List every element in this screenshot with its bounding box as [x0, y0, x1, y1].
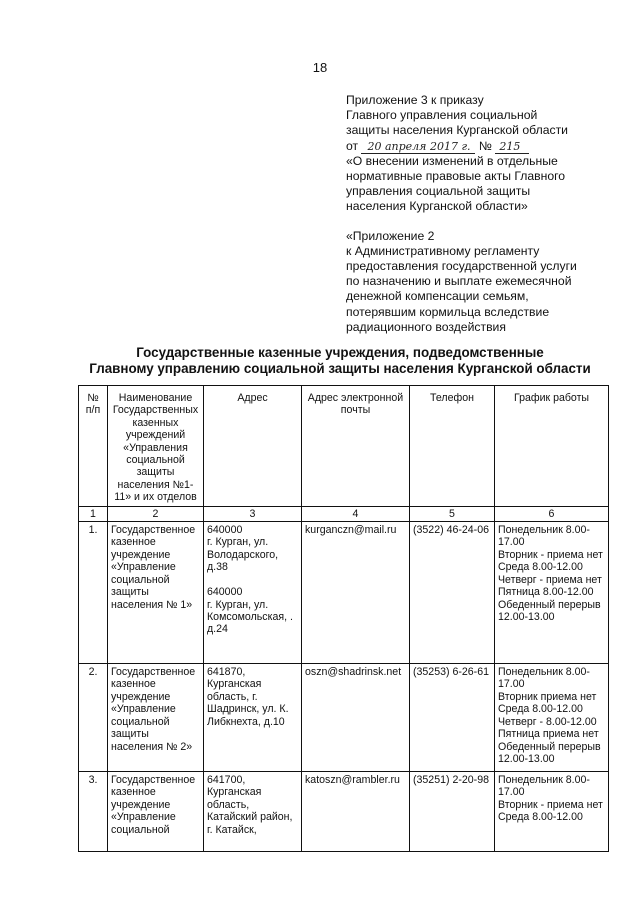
header-email: Адрес электронной почты — [302, 386, 410, 507]
row-address: 641870, Курганская область, г. Шадринск, ул. К. Либкнехта, д.10 — [204, 664, 302, 772]
row-num: 1. — [79, 522, 108, 664]
handwritten-date: 20 апреля 2017 г. — [361, 140, 475, 154]
annex-line: радиационного воздействия — [346, 319, 506, 334]
header-address: Адрес — [204, 386, 302, 507]
row-address: 641700, Курганская область, Катайский район, г. Катайск, — [204, 772, 302, 852]
table-row — [79, 772, 609, 852]
handwritten-number: 215 — [495, 140, 529, 154]
table-row — [79, 522, 609, 664]
column-number: 3 — [204, 506, 302, 521]
appendix-line: защиты населения Курганской области — [346, 123, 568, 138]
page-number: 18 — [312, 60, 328, 75]
row-schedule: Понедельник 8.00-17.00 Вторник приема нет Среда 8.00-12.00 Четверг - 8.00-12.00 Пятница приема нет Обеденный перерыв 12.00-13.00 — [495, 664, 609, 772]
row-name: Государственное казенное учреждение «Управление социальной защиты населения № 2» — [108, 664, 204, 772]
appendix-line: «О внесении изменений в отдельные — [346, 153, 558, 168]
institutions-table — [78, 385, 609, 852]
annex-line: по назначению и выплате ежемесячной — [346, 274, 572, 289]
number-label: № — [478, 138, 492, 153]
annex-line: денежной компенсации семьям, — [346, 289, 529, 304]
document-title — [80, 345, 600, 377]
table-header-row — [79, 386, 609, 507]
column-number: 1 — [79, 506, 108, 521]
appendix-line: нормативные правовые акты Главного — [346, 169, 566, 184]
header-name: Наименование Государственных казенных учреждений «Управления социальной защиты населения №1-11» и их отделов — [108, 386, 204, 507]
appendix-line: населения Курганской области» — [346, 199, 528, 214]
annex-line: «Приложение 2 — [346, 228, 435, 243]
row-phone: (3522) 46-24-06 — [410, 522, 495, 664]
appendix-header — [346, 93, 626, 335]
appendix-line: Главного управления социальной — [346, 108, 538, 123]
column-number: 4 — [302, 506, 410, 521]
row-email: oszn@shadrinsk.net — [302, 664, 410, 772]
row-phone: (35253) 6-26-61 — [410, 664, 495, 772]
annex-line: потерявшим кормильца вследствие — [346, 304, 550, 319]
row-phone: (35251) 2-20-98 — [410, 772, 495, 852]
column-number: 6 — [495, 506, 609, 521]
column-number: 5 — [410, 506, 495, 521]
row-schedule: Понедельник 8.00-17.00 Вторник - приема нет Среда 8.00-12.00 Четверг - приема нет Пятница 8.00-12.00 Обеденный перерыв 12.00-13.00 — [495, 522, 609, 664]
appendix-order-line — [346, 139, 626, 154]
row-email: kurganczn@mail.ru — [302, 522, 410, 664]
column-number-row — [79, 506, 609, 521]
row-email: katoszn@rambler.ru — [302, 772, 410, 852]
column-number: 2 — [108, 506, 204, 521]
title-line: Главному управлению социальной защиты населения Курганской области — [89, 361, 591, 376]
header-num: № п/п — [79, 386, 108, 507]
appendix-line: Приложение 3 к приказу — [346, 93, 484, 107]
row-address: 640000 г. Курган, ул. Володарского, д.38 640000 г. Курган, ул. Комсомольская, . д.24 — [204, 522, 302, 664]
annex-line: предоставления государственной услуги — [346, 259, 577, 274]
row-num: 3. — [79, 772, 108, 852]
title-line: Государственные казенные учреждения, подведомственные — [136, 345, 544, 360]
appendix-line: управления социальной защиты — [346, 184, 531, 199]
row-name: Государственное казенное учреждение «Управление социальной — [108, 772, 204, 852]
header-schedule: График работы — [495, 386, 609, 507]
table-row — [79, 664, 609, 772]
annex-line: к Административному регламенту — [346, 243, 540, 258]
row-schedule: Понедельник 8.00-17.00 Вторник - приема нет Среда 8.00-12.00 — [495, 772, 609, 852]
row-num: 2. — [79, 664, 108, 772]
row-name: Государственное казенное учреждение «Управление социальной защиты населения № 1» — [108, 522, 204, 664]
header-phone: Телефон — [410, 386, 495, 507]
from-label: от — [346, 138, 359, 153]
